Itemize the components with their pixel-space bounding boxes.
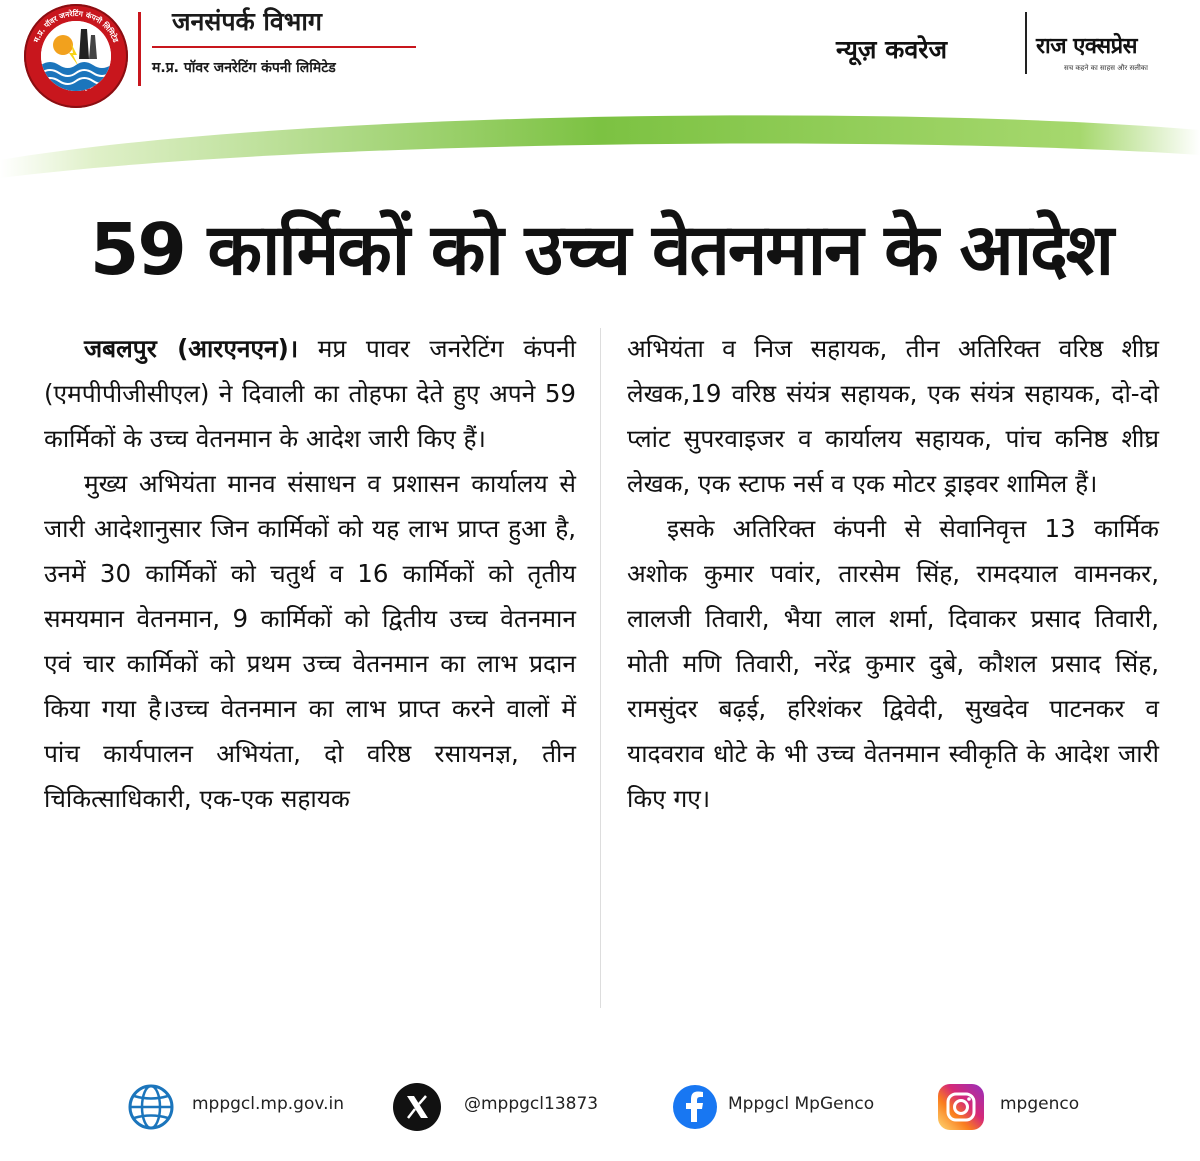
news-clipping [10, 178, 1192, 1024]
paragraph-text: मप्र पावर जनरेटिंग कंपनी (एमपीपीजीसीएल) ने दिवाली का तोहफा देते हुए अपने 59 कार्मिकों के उच्च वेतनमान के आदेश जारी किए हैं। [44, 334, 577, 453]
department-title: जनसंपर्क विभाग [172, 7, 322, 36]
x-link[interactable] [392, 1082, 622, 1142]
header [0, 0, 1200, 115]
news-coverage-label: न्यूज़ कवरेज [836, 35, 948, 64]
instagram-text: mpgenco [1000, 1094, 1080, 1114]
power-plant-icon [41, 21, 111, 91]
facebook-icon [670, 1082, 720, 1132]
green-swoosh [0, 100, 1200, 185]
newspaper-tagline: सच कहने का साहस और सलीका [1064, 64, 1148, 72]
instagram-icon [936, 1082, 986, 1132]
website-text: mppgcl.mp.gov.in [192, 1094, 344, 1114]
instagram-link[interactable] [936, 1082, 1116, 1142]
company-name: म.प्र. पॉवर जनरेटिंग कंपनी लिमिटेड [152, 60, 336, 76]
brand-divider [138, 12, 141, 86]
newspaper-name: राज एक्सप्रेस [1036, 33, 1137, 59]
company-logo [24, 4, 128, 108]
dateline: जबलपुर (आरएनएन)। [84, 334, 299, 363]
article-paragraph [44, 326, 576, 461]
article-paragraph: इसके अतिरिक्त कंपनी से सेवानिवृत्त 13 कार्मिक अशोक कुमार पवांर, तारसेम सिंह, रामदयाल वामनकर, लालजी तिवारी, भैया लाल शर्मा, दिवाकर प्रसाद तिवारी, मोती मणि तिवारी, नरेंद्र कुमार दुबे, कौशल प्रसाद सिंह, रामसुंदर बढ़ई, हरिशंकर द्विवेदी, सुखदेव पाटनकर व यादवराव धोटे के भी उच्च वेतनमान स्वीकृति के आदेश जारी किए गए। [627, 514, 1159, 813]
website-link[interactable] [126, 1082, 366, 1142]
article-column-right [627, 326, 1159, 821]
x-handle-text: @mppgcl13873 [464, 1094, 599, 1114]
headline: 59 कार्मिकों को उच्च वेतनमान के आदेश [89, 208, 1113, 291]
column-divider [600, 328, 601, 1008]
article-paragraph: मुख्य अभियंता मानव संसाधन व प्रशासन कार्यालय से जारी आदेशानुसार जिन कार्मिकों को यह लाभ प्राप्त हुआ है, उनमें 30 कार्मिकों को चतुर्थ व 16 कार्मिकों को तृतीय समयमान वेतनमान, 9 कार्मिकों को द्वितीय उच्च वेतनमान एवं चार कार्मिकों को प्रथम उच्च वेतनमान का लाभ प्रदान किया गया है।उच्च वेतनमान का लाभ प्राप्त करने वालों में पांच कार्यपालन अभियंता, दो वरिष्ठ रसायनज्ञ, तीन चिकित्साधिकारी, एक-एक सहायक [44, 469, 576, 813]
article-column-left [44, 326, 576, 821]
header-divider [1025, 12, 1027, 74]
logo-ring-text: म.प्र. पॉवर जनरेटिंग कंपनी लिमिटेड [31, 8, 121, 44]
logo-emblem [41, 21, 111, 91]
footer-social-bar [0, 1082, 1200, 1161]
x-twitter-icon [392, 1082, 442, 1132]
department-underline [152, 46, 416, 48]
article-paragraph: अभियंता व निज सहायक, तीन अतिरिक्त वरिष्ठ शीघ्र लेखक,19 वरिष्ठ संयंत्र सहायक, एक संयंत्र सहायक, दो-दो प्लांट सुपरवाइजर व कार्यालय सहायक, पांच कनिष्ठ शीघ्र लेखक, एक स्टाफ नर्स व एक मोटर ड्राइवर शामिल हैं। [627, 334, 1159, 498]
facebook-link[interactable] [670, 1082, 900, 1142]
globe-icon [126, 1082, 176, 1132]
facebook-text: Mppgcl MpGenco [728, 1094, 875, 1114]
